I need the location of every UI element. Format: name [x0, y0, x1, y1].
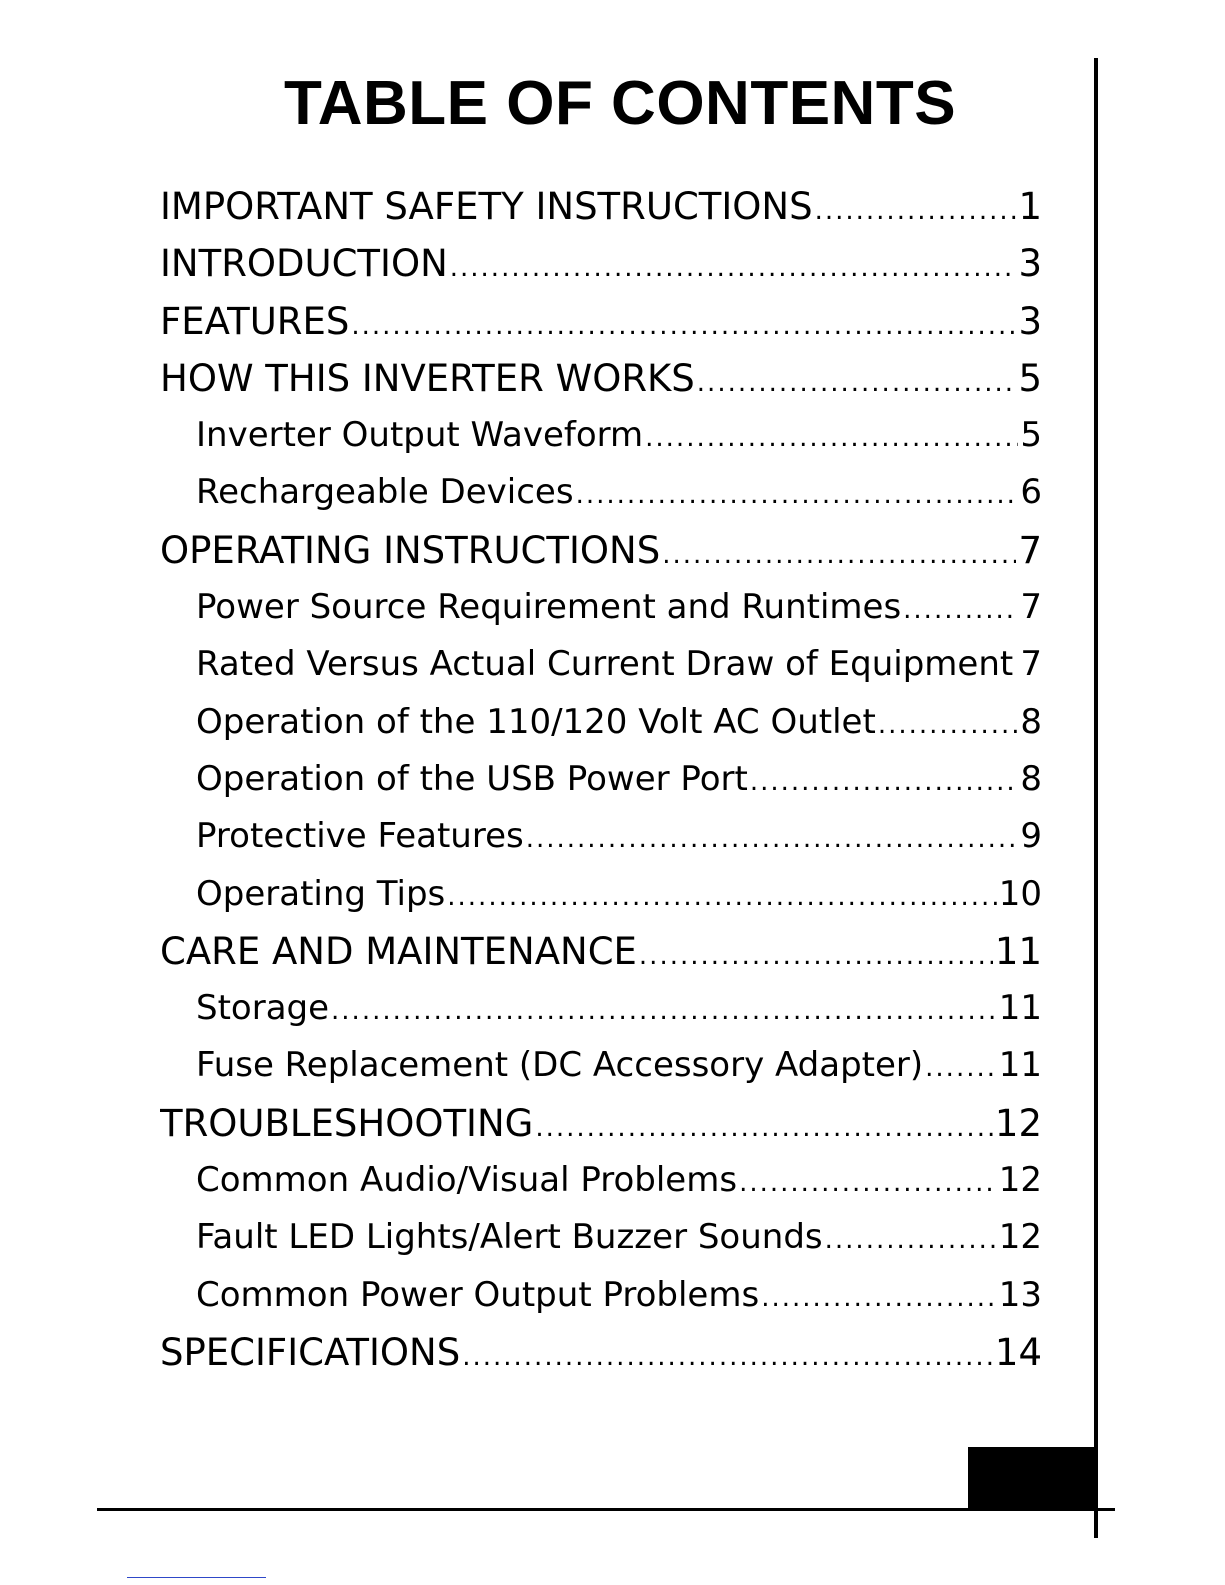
- toc-entry-label: CARE AND MAINTENANCE: [160, 929, 637, 973]
- toc-dot-leader: [462, 1329, 993, 1381]
- scan-edge-mark: [127, 1577, 266, 1578]
- toc-dot-leader: [903, 582, 1018, 636]
- toc-dot-leader: [662, 527, 1016, 579]
- toc-entry-label: Fuse Replacement (DC Accessory Adapter): [196, 1045, 924, 1086]
- toc-entry-page-number: 11: [998, 1045, 1042, 1086]
- toc-entry-page-number: 13: [998, 1274, 1042, 1315]
- toc-entry-page-number: 8: [1020, 758, 1042, 799]
- toc-entry-page-number: 3: [1018, 242, 1042, 286]
- toc-entry-label: SPECIFICATIONS: [160, 1330, 461, 1374]
- toc-entry[interactable]: [160, 1267, 1042, 1324]
- toc-entry[interactable]: [160, 579, 1042, 636]
- toc-entry-label: Inverter Output Waveform: [196, 415, 644, 456]
- toc-entry[interactable]: [160, 1037, 1042, 1094]
- toc-entry-label: Power Source Requirement and Runtimes: [196, 587, 902, 628]
- toc-dot-leader: [739, 1155, 997, 1209]
- toc-entry-page-number: 7: [1020, 644, 1042, 685]
- toc-entry[interactable]: [160, 464, 1042, 521]
- toc-dot-leader: [447, 869, 996, 923]
- toc-dot-leader: [645, 410, 1018, 464]
- toc-dot-leader: [351, 298, 1016, 350]
- toc-entry-label: Storage: [196, 988, 330, 1029]
- toc-entry-page-number: 5: [1018, 356, 1042, 400]
- toc-entry-label: Protective Features: [196, 816, 524, 857]
- toc-entry-label: Rechargeable Devices: [196, 472, 574, 513]
- toc-entry-page-number: 5: [1020, 415, 1042, 456]
- toc-entry[interactable]: [160, 1324, 1042, 1381]
- toc-entry[interactable]: [160, 808, 1042, 865]
- toc-entry-page-number: 9: [1020, 816, 1042, 857]
- toc-entry[interactable]: [160, 293, 1042, 350]
- toc-entry[interactable]: [160, 407, 1042, 464]
- toc-dot-leader: [526, 811, 1019, 865]
- toc-entry-label: TROUBLESHOOTING: [160, 1101, 534, 1145]
- toc-entry-label: Common Audio/Visual Problems: [196, 1160, 738, 1201]
- toc-entry-page-number: 12: [998, 1160, 1042, 1201]
- toc-entry[interactable]: [160, 980, 1042, 1037]
- toc-entry-page-number: 14: [994, 1330, 1042, 1374]
- toc-dot-leader: [639, 928, 993, 980]
- page-title: TABLE OF CONTENTS: [283, 69, 957, 138]
- toc-entry[interactable]: [160, 751, 1042, 808]
- toc-entry-page-number: 6: [1020, 472, 1042, 513]
- toc-entry-label: OPERATING INSTRUCTIONS: [160, 528, 661, 572]
- toc-entry-page-number: 12: [994, 1101, 1042, 1145]
- toc-entry-page-number: 8: [1020, 701, 1042, 742]
- toc-entry-label: Rated Versus Actual Current Draw of Equipment: [196, 644, 1014, 685]
- toc-entry[interactable]: [160, 235, 1042, 292]
- toc-entry[interactable]: [160, 866, 1042, 923]
- table-of-contents: [160, 178, 1042, 1381]
- toc-entry-page-number: 11: [994, 929, 1042, 973]
- toc-entry-label: INTRODUCTION: [160, 242, 448, 286]
- toc-dot-leader: [576, 467, 1019, 521]
- toc-dot-leader: [697, 355, 1017, 407]
- toc-entry-page-number: 7: [1020, 587, 1042, 628]
- toc-entry-page-number: 3: [1018, 299, 1042, 343]
- vertical-rule: [1094, 58, 1098, 1538]
- toc-dot-leader: [925, 1040, 997, 1094]
- toc-entry[interactable]: [160, 1095, 1042, 1152]
- toc-entry[interactable]: [160, 1209, 1042, 1266]
- toc-entry-label: IMPORTANT SAFETY INSTRUCTIONS: [160, 185, 813, 228]
- toc-entry-page-number: 7: [1018, 528, 1042, 572]
- toc-dot-leader: [750, 754, 1019, 808]
- toc-entry-label: Common Power Output Problems: [196, 1274, 760, 1315]
- toc-dot-leader: [815, 183, 1017, 235]
- toc-entry[interactable]: [160, 1152, 1042, 1209]
- toc-dot-leader: [535, 1100, 993, 1152]
- toc-dot-leader: [878, 697, 1019, 751]
- toc-entry-page-number: 12: [998, 1217, 1042, 1258]
- toc-entry-label: HOW THIS INVERTER WORKS: [160, 356, 695, 400]
- toc-entry[interactable]: [160, 923, 1042, 980]
- toc-dot-leader: [331, 983, 997, 1037]
- bottom-rule: [97, 1508, 1115, 1511]
- toc-entry[interactable]: [160, 522, 1042, 579]
- toc-entry[interactable]: [160, 350, 1042, 407]
- toc-entry-label: Fault LED Lights/Alert Buzzer Sounds: [196, 1217, 823, 1258]
- toc-entry[interactable]: [160, 694, 1042, 751]
- corner-tab-block: [968, 1447, 1094, 1509]
- toc-entry-label: Operating Tips: [196, 873, 446, 914]
- toc-entry[interactable]: [160, 178, 1042, 235]
- toc-entry-page-number: 11: [998, 988, 1042, 1029]
- toc-dot-leader: [761, 1270, 997, 1324]
- toc-dot-leader: [1015, 639, 1018, 693]
- toc-dot-leader: [450, 240, 1017, 292]
- toc-entry[interactable]: [160, 636, 1042, 693]
- toc-entry-page-number: 10: [998, 873, 1042, 914]
- toc-dot-leader: [825, 1212, 997, 1266]
- toc-entry-label: Operation of the 110/120 Volt AC Outlet: [196, 701, 876, 742]
- toc-entry-label: Operation of the USB Power Port: [196, 758, 748, 799]
- toc-entry-label: FEATURES: [160, 299, 350, 343]
- toc-entry-page-number: 1: [1018, 185, 1042, 228]
